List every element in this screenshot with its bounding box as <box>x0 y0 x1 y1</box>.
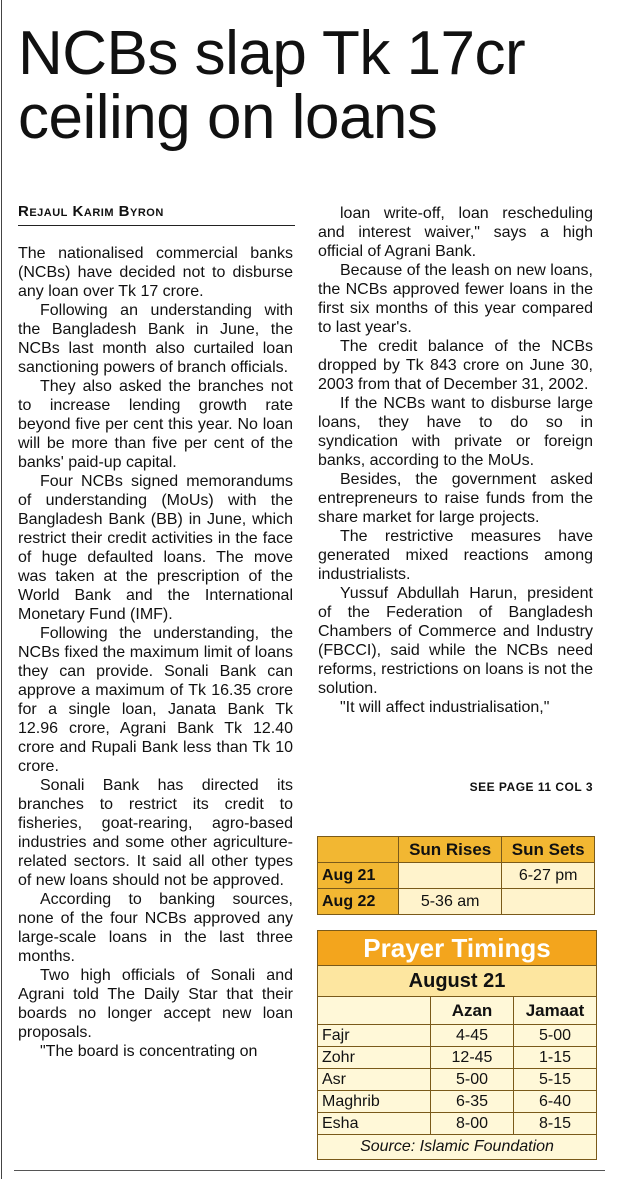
table-row <box>318 1047 596 1069</box>
paragraph: The nationalised commercial banks (NCBs) have decided not to disburse any loan over Tk 17 crore. <box>18 245 293 300</box>
bottom-rule <box>14 1170 605 1171</box>
paragraph: Following the understanding, the NCBs fixed the maximum limit of loans they can provide. Sonali Bank can approve a maximum of Tk 16.35 crore for a single loan, Janata Bank Tk 12.96 crore, Agrani Bank Tk 12.40 crore and Rupali Bank less than Tk 10 crore. <box>18 625 293 775</box>
prayer-title: Prayer Timings <box>318 931 596 965</box>
prayer-header-blank <box>318 997 431 1025</box>
article-column-2 <box>318 204 593 717</box>
jamaat-time: 1-15 <box>514 1047 597 1069</box>
sun-set-time: 6-27 pm <box>502 863 595 889</box>
sun-sets-header: Sun Sets <box>502 837 595 863</box>
paragraph: Four NCBs signed memorandums of understanding (MoUs) with the Bangladesh Bank (BB) in June, which restrict their credit activities in the face of huge defaulted loans. The move was taken at the prescription of the World Bank and the International Monetary Fund (IMF). <box>18 473 293 623</box>
sun-rise-time: 5-36 am <box>399 889 502 915</box>
paragraph: Yussuf Abdullah Harun, president of the Federation of Bangladesh Chambers of Commerce and Industry (FBCCI), said while the NCBs need reforms, restrictions on loans is not the solution. <box>318 585 593 697</box>
table-row <box>318 889 595 915</box>
sun-rises-header: Sun Rises <box>399 837 502 863</box>
table-row <box>318 863 595 889</box>
byline-rule <box>18 225 295 226</box>
jamaat-time: 6-40 <box>514 1091 597 1113</box>
prayer-name: Zohr <box>318 1047 431 1069</box>
sun-times-table <box>317 836 595 915</box>
headline-line-1: NCBs slap Tk 17cr <box>18 19 526 88</box>
paragraph: The credit balance of the NCBs dropped by Tk 843 crore on June 30, 2003 from that of December 31, 2002. <box>318 338 593 393</box>
azan-header: Azan <box>431 997 514 1025</box>
prayer-date: August 21 <box>318 965 596 996</box>
prayer-source: Source: Islamic Foundation <box>318 1134 596 1159</box>
prayer-name: Maghrib <box>318 1091 431 1113</box>
jamaat-time: 5-15 <box>514 1069 597 1091</box>
prayer-table <box>318 996 596 1134</box>
paragraph: Besides, the government asked entrepreneurs to raise funds from the share market for large projects. <box>318 471 593 526</box>
paragraph: Sonali Bank has directed its branches to restrict its credit to fisheries, goat-rearing, agro-based industries and some other agriculture-related sectors. It said all other types of new loans should not be approved. <box>18 777 293 889</box>
sun-rise-time <box>399 863 502 889</box>
sun-set-time <box>502 889 595 915</box>
azan-time: 8-00 <box>431 1113 514 1135</box>
jamaat-time: 8-15 <box>514 1113 597 1135</box>
continued-jump-line: SEE PAGE 11 COL 3 <box>469 780 593 794</box>
left-margin-rule <box>1 0 2 1179</box>
article-column-1 <box>18 244 293 1061</box>
azan-time: 4-45 <box>431 1025 514 1047</box>
azan-time: 12-45 <box>431 1047 514 1069</box>
paragraph: The restrictive measures have generated mixed reactions among industrialists. <box>318 528 593 583</box>
azan-time: 6-35 <box>431 1091 514 1113</box>
paragraph: Two high officials of Sonali and Agrani told The Daily Star that their boards no longer accept new loan proposals. <box>18 967 293 1041</box>
jamaat-header: Jamaat <box>514 997 597 1025</box>
paragraph: "It will affect industrialisation," <box>340 699 550 716</box>
table-row <box>318 1091 596 1113</box>
table-row <box>318 1113 596 1135</box>
headline-line-2: ceiling on loans <box>18 83 438 152</box>
paragraph: If the NCBs want to disburse large loans, they have to do so in syndication with private or foreign banks, according to the MoUs. <box>318 395 593 469</box>
byline: Rejaul Karim Byron <box>18 203 164 220</box>
jamaat-time: 5-00 <box>514 1025 597 1047</box>
paragraph: They also asked the branches not to increase lending growth rate beyond five per cent this year. No loan will be more than five per cent of the banks' paid-up capital. <box>18 378 293 471</box>
prayer-timings-box <box>317 930 597 1160</box>
sun-day: Aug 21 <box>318 863 399 889</box>
prayer-name: Fajr <box>318 1025 431 1047</box>
prayer-name: Asr <box>318 1069 431 1091</box>
sun-day: Aug 22 <box>318 889 399 915</box>
paragraph: According to banking sources, none of the four NCBs approved any large-scale loans in the last three months. <box>18 891 293 965</box>
sun-header-blank <box>318 837 399 863</box>
paragraph: Following an understanding with the Bangladesh Bank in June, the NCBs last month also curtailed loan sanctioning powers of branch officials. <box>18 302 293 376</box>
paragraph: loan write-off, loan rescheduling and interest waiver," says a high official of Agrani Bank. <box>318 205 593 260</box>
paragraph: Because of the leash on new loans, the NCBs approved fewer loans in the first six months of this year compared to last year's. <box>318 262 593 336</box>
azan-time: 5-00 <box>431 1069 514 1091</box>
table-row <box>318 1069 596 1091</box>
headline <box>18 19 613 152</box>
table-row <box>318 1025 596 1047</box>
paragraph: "The board is concentrating on <box>40 1043 258 1060</box>
prayer-name: Esha <box>318 1113 431 1135</box>
